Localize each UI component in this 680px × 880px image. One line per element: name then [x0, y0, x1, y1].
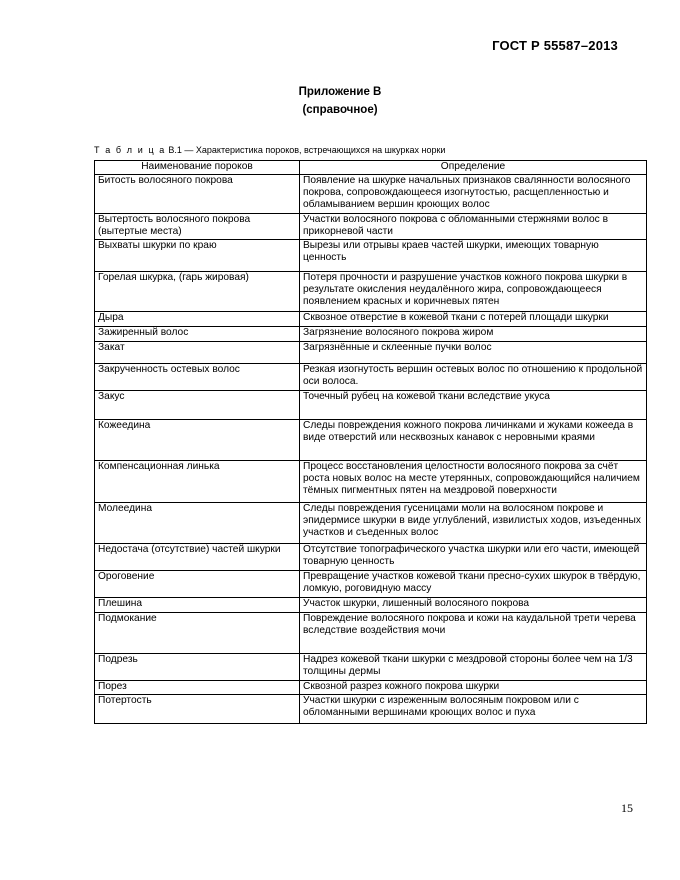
table-row [95, 391, 647, 420]
table-row [95, 503, 647, 544]
defect-name-cell: Потертость [95, 695, 300, 724]
defect-name-cell: Компенсационная линька [95, 461, 300, 503]
defect-definition-cell: Вырезы или отрывы краев частей шкурки, имеющих товарную ценность [300, 240, 647, 272]
defect-name-cell: Плешина [95, 598, 300, 613]
defect-definition-cell: Точечный рубец на кожевой ткани вследствие укуса [300, 391, 647, 420]
defect-name-cell: Закат [95, 342, 300, 364]
defect-definition-cell: Появление на шкурке начальных признаков свалянности волосяного покрова, сопровождающееся изогнутостью, расщепленностью и обламыванием вершин кроющих волос [300, 175, 647, 214]
defect-definition-cell: Процесс восстановления целостности волосяного покрова за счёт роста новых волос на месте утерянных, сопровождающийся наличием тёмных пигментных пятен на мездровой поверхности [300, 461, 647, 503]
defect-name-cell: Закрученность остевых волос [95, 364, 300, 391]
table-row [95, 695, 647, 724]
table-row [95, 175, 647, 214]
defect-name-cell: Подмокание [95, 613, 300, 654]
defect-name-cell: Закус [95, 391, 300, 420]
defect-definition-cell: Резкая изогнутость вершин остевых волос по отношению к продольной оси волоса. [300, 364, 647, 391]
defect-definition-cell: Участок шкурки, лишенный волосяного покрова [300, 598, 647, 613]
table-row [95, 240, 647, 272]
defect-definition-cell: Сквозное отверстие в кожевой ткани с потерей площади шкурки [300, 312, 647, 327]
defect-definition-cell: Потеря прочности и разрушение участков кожного покрова шкурки в результате окисления неудалённого жира, сопровождающееся появлением красных и коричневых пятен [300, 272, 647, 312]
table-row [95, 420, 647, 461]
defect-definition-cell: Повреждение волосяного покрова и кожи на каудальной трети черева вследствие воздействия мочи [300, 613, 647, 654]
page-number: 15 [621, 801, 633, 815]
table-caption-text: В.1 — Характеристика пороков, встречающихся на шкурках норки [165, 145, 446, 155]
table-row [95, 214, 647, 240]
appendix-title: Приложение В [298, 86, 382, 98]
table-row [95, 654, 647, 681]
table-caption [94, 145, 445, 155]
defect-name-cell: Ороговение [95, 571, 300, 598]
defect-name-cell: Вытертость волосяного покрова (вытертые места) [95, 214, 300, 240]
table-row [95, 461, 647, 503]
defect-name-cell: Выхваты шкурки по краю [95, 240, 300, 272]
defect-name-cell: Порез [95, 681, 300, 695]
defect-name-cell: Зажиренный волос [95, 327, 300, 342]
defects-table [94, 160, 647, 724]
defect-name-cell: Горелая шкурка, (гарь жировая) [95, 272, 300, 312]
defect-name-cell: Кожеедина [95, 420, 300, 461]
table-row [95, 342, 647, 364]
defect-name-cell: Дыра [95, 312, 300, 327]
defect-name-cell: Недостача (отсутствие) частей шкурки [95, 544, 300, 571]
defect-definition-cell: Загрязнённые и склеенные пучки волос [300, 342, 647, 364]
table-row [95, 544, 647, 571]
defect-definition-cell: Следы повреждения кожного покрова личинками и жуками кожееда в виде отверстий или несквозных канавок с неровными краями [300, 420, 647, 461]
defect-definition-cell: Участки шкурки с изреженным волосяным покровом или с обломанными вершинами кроющих волос и пуха [300, 695, 647, 724]
appendix-subtitle: (справочное) [302, 104, 378, 116]
defect-name-cell: Битость волосяного покрова [95, 175, 300, 214]
table-header-row [95, 161, 647, 175]
table-row [95, 364, 647, 391]
column-header-name: Наименование пороков [95, 161, 300, 175]
table-row [95, 272, 647, 312]
table-caption-prefix: Т а б л и ц а [94, 145, 166, 155]
defect-definition-cell: Надрез кожевой ткани шкурки с мездровой стороны более чем на 1/3 толщины дермы [300, 654, 647, 681]
defect-definition-cell: Загрязнение волосяного покрова жиром [300, 327, 647, 342]
defect-definition-cell: Участки волосяного покрова с обломанными стержнями волос в прикорневой части [300, 214, 647, 240]
table-row [95, 598, 647, 613]
defect-definition-cell: Отсутствие топографического участка шкурки или его части, имеющей товарную ценность [300, 544, 647, 571]
column-header-definition: Определение [300, 161, 647, 175]
table-row [95, 327, 647, 342]
document-header-standard: ГОСТ Р 55587–2013 [492, 38, 618, 53]
defect-name-cell: Молеедина [95, 503, 300, 544]
table-row [95, 571, 647, 598]
table-row [95, 312, 647, 327]
defect-definition-cell: Превращение участков кожевой ткани пресно-сухих шкурок в твёрдую, ломкую, роговидную массу [300, 571, 647, 598]
defect-name-cell: Подрезь [95, 654, 300, 681]
table-row [95, 613, 647, 654]
defect-definition-cell: Сквозной разрез кожного покрова шкурки [300, 681, 647, 695]
table-row [95, 681, 647, 695]
defect-definition-cell: Следы повреждения гусеницами моли на волосяном покрове и эпидермисе шкурки в виде углублений, извилистых ходов, изъеденных участков и съеденных волос [300, 503, 647, 544]
defects-table-body [95, 175, 647, 724]
